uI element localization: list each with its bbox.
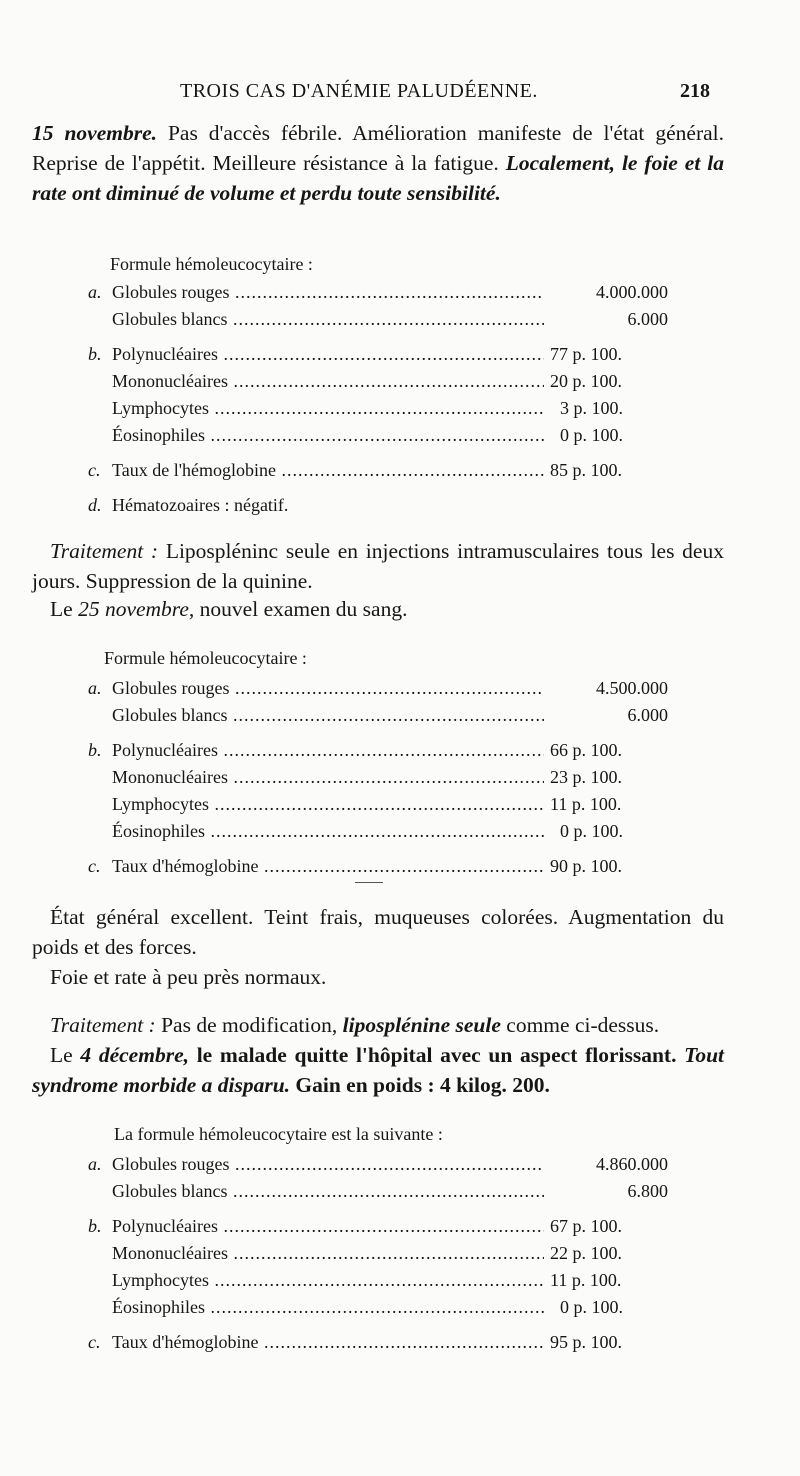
running-title: TROIS CAS D'ANÉMIE PALUDÉENNE. [180,80,538,102]
row-letter: b. [88,740,102,760]
paragraph-text: Pas de modification, [155,1013,343,1037]
row-label: Globules blancs ..... [112,705,544,726]
row-value: 95 p. 100. [546,1332,668,1353]
formula-row [88,1332,668,1359]
row-label: Lymphocytes ..... [112,794,544,815]
paragraph-traitement-2 [32,1010,724,1040]
paragraph-italic-text: Tout syndrome morbide a disparu. [32,1043,724,1097]
row-label: Polynucléaires ..... [112,1216,544,1237]
row-label: Éosinophiles ..... [112,1297,544,1318]
row-value: 85 p. 100. [546,460,668,481]
row-value: 23 p. 100. [546,767,668,788]
row-value: 6.000 [546,705,668,726]
formula-row [88,309,668,336]
formula-row [88,371,668,398]
row-value: 0 p. 100. [546,425,678,446]
row-value: 3 p. 100. [546,398,678,419]
row-label: Mononucléaires ..... [112,371,544,392]
formula-row [88,1216,668,1243]
row-value: 4.860.000 [546,1154,668,1175]
row-letter: c. [88,1332,101,1352]
formula-row [88,1181,668,1208]
formula-row [88,1297,668,1324]
paragraph-text: comme ci-dessus. [500,1013,660,1037]
row-label: Taux d'hémoglobine ..... [112,856,544,877]
row-label: Globules blancs ..... [112,1181,544,1202]
formula-row [88,344,668,371]
row-value: 0 p. 100. [546,821,678,842]
paragraph-text: État général excellent. Teint frais, muqueuses colorées. Augmentation du poids et des forces. [32,905,724,959]
paragraph-italic-text: Localement, le foie et la rate ont diminué de volume et perdu toute sensibilité. [32,151,724,205]
date-25-novembre: 25 novembre, [78,597,195,621]
paragraph-text: Foie et rate à peu près normaux. [50,965,327,989]
row-value: 6.800 [546,1181,668,1202]
row-letter: d. [88,495,102,515]
row-value: 77 p. 100. [546,344,668,365]
formula-row [88,821,668,848]
page-number: 218 [680,80,710,102]
row-label: Éosinophiles ..... [112,821,544,842]
formula-row [88,767,668,794]
row-label: Taux d'hémoglobine ..... [112,1332,544,1353]
row-letter: a. [88,1154,102,1174]
paragraph-text: Pas d'accès fébrile. Amélioration manifeste de l'état général. Reprise de l'appétit. Meilleure résistance à la fatigue. [32,121,724,175]
formula-title-1: Formule hémoleucocytaire : [110,254,313,274]
paragraph-text: nouvel examen du sang. [194,597,408,621]
row-value: 90 p. 100. [546,856,668,877]
row-letter: c. [88,856,101,876]
row-label: Éosinophiles ..... [112,425,544,446]
formula-row [88,705,668,732]
formula-row [88,1154,668,1181]
row-value: 4.000.000 [546,282,668,303]
separator-rule [355,882,383,883]
row-letter: a. [88,282,102,302]
formula-table-1 [88,282,668,522]
row-label: Taux de l'hémoglobine ..... [112,460,544,481]
row-label: Mononucléaires ..... [112,1243,544,1264]
paragraph-traitement-1 [32,536,724,596]
row-label: Hématozoaires : négatif. [112,495,289,515]
row-value: 4.500.000 [546,678,668,699]
row-value: 11 p. 100. [546,794,668,815]
row-value: 66 p. 100. [546,740,668,761]
formula-table-2 [88,678,668,883]
row-label: Globules blancs ..... [112,309,544,330]
date-15-novembre: 15 novembre. [32,121,158,145]
formula-table-3 [88,1154,668,1359]
row-label: Lymphocytes ..... [112,398,544,419]
row-label: Polynucléaires ..... [112,740,544,761]
paragraph-etat-general [32,902,724,962]
row-letter: b. [88,1216,102,1236]
row-label: Globules rouges ..... [112,1154,544,1175]
row-letter: b. [88,344,102,364]
formula-row [88,460,668,487]
paragraph-prefix: Le [50,1043,81,1067]
row-value: 6.000 [546,309,668,330]
row-label: Globules rouges ..... [112,282,544,303]
traitement-lead: Traitement : [50,1013,156,1037]
row-letter: c. [88,460,101,480]
row-label: Mononucléaires ..... [112,767,544,788]
date-4-decembre: 4 décembre, [80,1043,189,1067]
paragraph-foie-rate [32,962,724,992]
paragraph-text: Gain en poids : 4 kilog. 200. [290,1073,550,1097]
paragraph-text: le malade quitte l'hôpital avec un aspect florissant. [188,1043,685,1067]
running-head [0,80,800,110]
formula-row [88,282,668,309]
formula-row [88,1243,668,1270]
paragraph-italic-text: liposplénine seule [342,1013,501,1037]
formula-row [88,856,668,883]
formula-title-2: Formule hémoleucocytaire : [104,648,307,668]
traitement-lead: Traitement : [50,539,159,563]
row-label: Polynucléaires ..... [112,344,544,365]
row-letter: a. [88,678,102,698]
formula-row [88,425,668,452]
paragraph-prefix: Le [50,597,79,621]
row-label: Lymphocytes ..... [112,1270,544,1291]
formula-row [88,794,668,821]
paragraph-text: Lipospléninc seule en injections intramusculaires tous les deux jours. Suppression de la quinine. [32,539,724,593]
formula-row [88,678,668,705]
row-value: 0 p. 100. [546,1297,678,1318]
formula-title-3: La formule hémoleucocytaire est la suivante : [114,1124,443,1144]
formula-row [88,740,668,767]
paragraph-25-novembre [32,594,724,624]
row-value: 22 p. 100. [546,1243,668,1264]
row-label: Globules rouges ..... [112,678,544,699]
formula-row [88,398,668,425]
formula-row [88,1270,668,1297]
paragraph-15-novembre [32,118,724,208]
row-value: 11 p. 100. [546,1270,668,1291]
row-value: 20 p. 100. [546,371,668,392]
row-value: 67 p. 100. [546,1216,668,1237]
paragraph-4-decembre [32,1040,724,1100]
formula-row [88,495,668,522]
